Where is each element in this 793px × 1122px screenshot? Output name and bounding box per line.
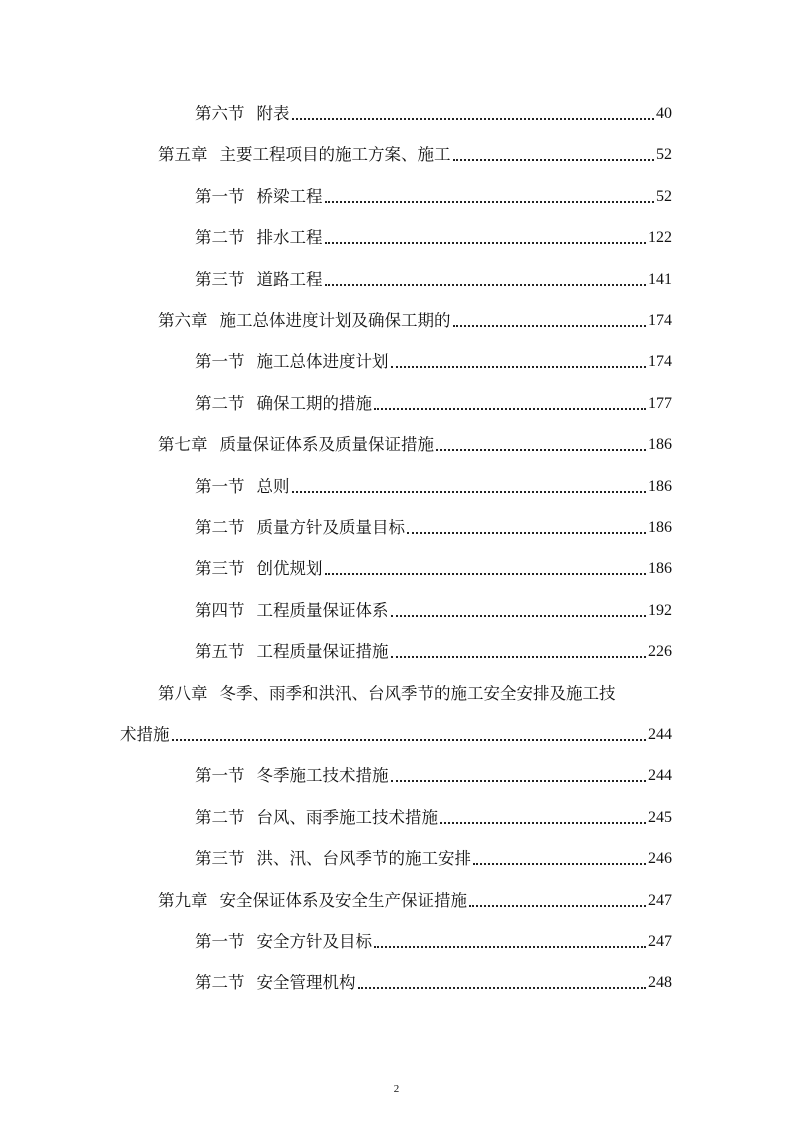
toc-entry[interactable] [195, 342, 672, 372]
toc-entry-title: 台风、雨季施工技术措施 [256, 807, 438, 827]
toc-entry-label: 第五章 [158, 145, 208, 165]
toc-entry-title: 总则 [256, 476, 290, 496]
toc-entry-page: 226 [648, 643, 672, 661]
toc-leader-dots [440, 821, 646, 824]
toc-entry-title: 桥梁工程 [256, 186, 323, 206]
toc-entry-label: 第九章 [158, 890, 208, 910]
toc-entry-page: 174 [648, 353, 672, 371]
toc-leader-dots [325, 200, 655, 203]
toc-entry-title: 附表 [256, 104, 290, 123]
toc-entry-title: 道路工程 [256, 269, 323, 289]
toc-entry-page: 248 [648, 974, 672, 992]
toc-entry-title: 创优规划 [256, 559, 323, 579]
toc-entry[interactable] [120, 715, 672, 745]
toc-entry[interactable] [195, 177, 672, 207]
toc-leader-dots [391, 365, 647, 368]
toc-entry[interactable] [195, 839, 672, 869]
toc-entry-title: 安全管理机构 [256, 973, 356, 993]
toc-entry[interactable] [195, 922, 672, 952]
toc-entry-label: 第七章 [158, 435, 208, 455]
toc-entry[interactable] [158, 301, 672, 331]
toc-entry[interactable] [195, 218, 672, 248]
toc-entry[interactable] [158, 674, 672, 704]
toc-leader-dots [391, 655, 647, 658]
toc-entry-label: 第二节 [195, 518, 245, 537]
toc-entry[interactable] [195, 508, 672, 538]
toc-leader-dots [292, 117, 655, 120]
toc-entry-page: 244 [648, 726, 672, 743]
toc-entry[interactable] [195, 467, 672, 497]
toc-entry-label: 第三节 [195, 559, 245, 579]
toc-entry-label: 第三节 [195, 269, 245, 289]
toc-entry-label: 第二节 [195, 973, 245, 993]
toc-entry-label: 第一节 [195, 186, 245, 206]
toc-entry[interactable] [195, 384, 672, 414]
toc-entry-label: 第一节 [195, 476, 245, 496]
toc-entry-page: 246 [648, 850, 672, 868]
toc-entry[interactable] [195, 94, 672, 124]
toc-entry-label: 第一节 [195, 766, 245, 786]
toc-entry[interactable] [195, 963, 672, 993]
toc-entry-label: 第二节 [195, 807, 245, 827]
toc-entry-page: 174 [648, 312, 672, 329]
toc-entry[interactable] [195, 798, 672, 828]
toc-entry[interactable] [158, 425, 672, 455]
toc-leader-dots [473, 862, 646, 865]
toc-leader-dots [358, 986, 647, 989]
toc-entry[interactable] [195, 260, 672, 290]
toc-entry-page: 247 [648, 891, 672, 909]
toc-leader-dots [325, 572, 647, 575]
toc-entry-label: 第三节 [195, 849, 245, 869]
toc-entry-title: 冬季、雨季和洪汛、台风季节的施工安全安排及施工技 [219, 683, 616, 703]
toc-entry[interactable] [158, 881, 672, 911]
toc-entry-label: 第六章 [158, 311, 208, 330]
toc-entry-label: 第四节 [195, 600, 245, 620]
toc-entry-page: 177 [648, 394, 672, 412]
toc-entry-page: 186 [648, 477, 672, 495]
toc-entry-title: 质量方针及质量目标 [256, 518, 405, 537]
toc-leader-dots [436, 448, 646, 451]
toc-leader-dots [325, 241, 647, 244]
toc-entry-page: 40 [656, 105, 672, 122]
toc-leader-dots [407, 531, 646, 534]
toc-entry-title: 安全保证体系及安全生产保证措施 [219, 890, 467, 910]
page-number: 2 [393, 1083, 400, 1095]
toc-entry-title: 洪、汛、台风季节的施工安排 [256, 849, 471, 869]
toc-entry-title: 术措施 [120, 725, 170, 744]
toc-entry-label: 第二节 [195, 228, 245, 248]
toc-entry-page: 122 [648, 229, 672, 247]
toc-entry-label: 第五节 [195, 642, 245, 662]
toc-leader-dots [453, 324, 647, 327]
toc-entry-label: 第一节 [195, 352, 245, 372]
toc-entry[interactable] [195, 756, 672, 786]
toc-entry-title: 工程质量保证措施 [256, 642, 389, 662]
toc-leader-dots [469, 904, 646, 907]
toc-entry-page: 186 [648, 560, 672, 578]
toc-entry[interactable] [195, 632, 672, 662]
toc-entry-title: 排水工程 [256, 228, 323, 248]
toc-leader-dots [172, 738, 647, 741]
toc-entry-label: 第六节 [195, 104, 245, 123]
toc-entry-title: 确保工期的措施 [256, 393, 372, 413]
toc-entry-title: 施工总体进度计划 [256, 352, 389, 372]
toc-entry-title: 工程质量保证体系 [256, 600, 389, 620]
toc-leader-dots [391, 614, 647, 617]
toc-entry-label: 第八章 [158, 683, 208, 703]
toc-entry-page: 52 [656, 146, 672, 164]
toc-leader-dots [453, 158, 655, 161]
toc-entry-title: 施工总体进度计划及确保工期的 [219, 311, 451, 330]
toc-entry[interactable] [195, 591, 672, 621]
toc-entry-title: 质量保证体系及质量保证措施 [219, 435, 434, 455]
toc-entry-page: 245 [648, 808, 672, 826]
toc-entry[interactable] [195, 549, 672, 579]
toc-entry-page: 192 [648, 601, 672, 619]
toc-leader-dots [391, 779, 647, 782]
toc-entry-page: 141 [648, 270, 672, 288]
toc-entry-page: 244 [648, 767, 672, 785]
toc-entry-page: 247 [648, 933, 672, 950]
toc-entry-page: 186 [648, 436, 672, 454]
toc-entry-page: 52 [656, 187, 672, 205]
toc-leader-dots [374, 407, 646, 410]
toc-leader-dots [292, 490, 647, 493]
toc-entry-label: 第二节 [195, 393, 245, 413]
toc-entry-label: 第一节 [195, 932, 245, 951]
toc-entry-title: 主要工程项目的施工方案、施工 [219, 145, 451, 165]
toc-entry[interactable] [158, 135, 672, 165]
toc-entry-title: 安全方针及目标 [256, 932, 372, 951]
toc-leader-dots [374, 945, 646, 948]
toc-entry-title: 冬季施工技术措施 [256, 766, 389, 786]
toc-leader-dots [325, 283, 647, 286]
toc-entry-page: 186 [648, 519, 672, 536]
